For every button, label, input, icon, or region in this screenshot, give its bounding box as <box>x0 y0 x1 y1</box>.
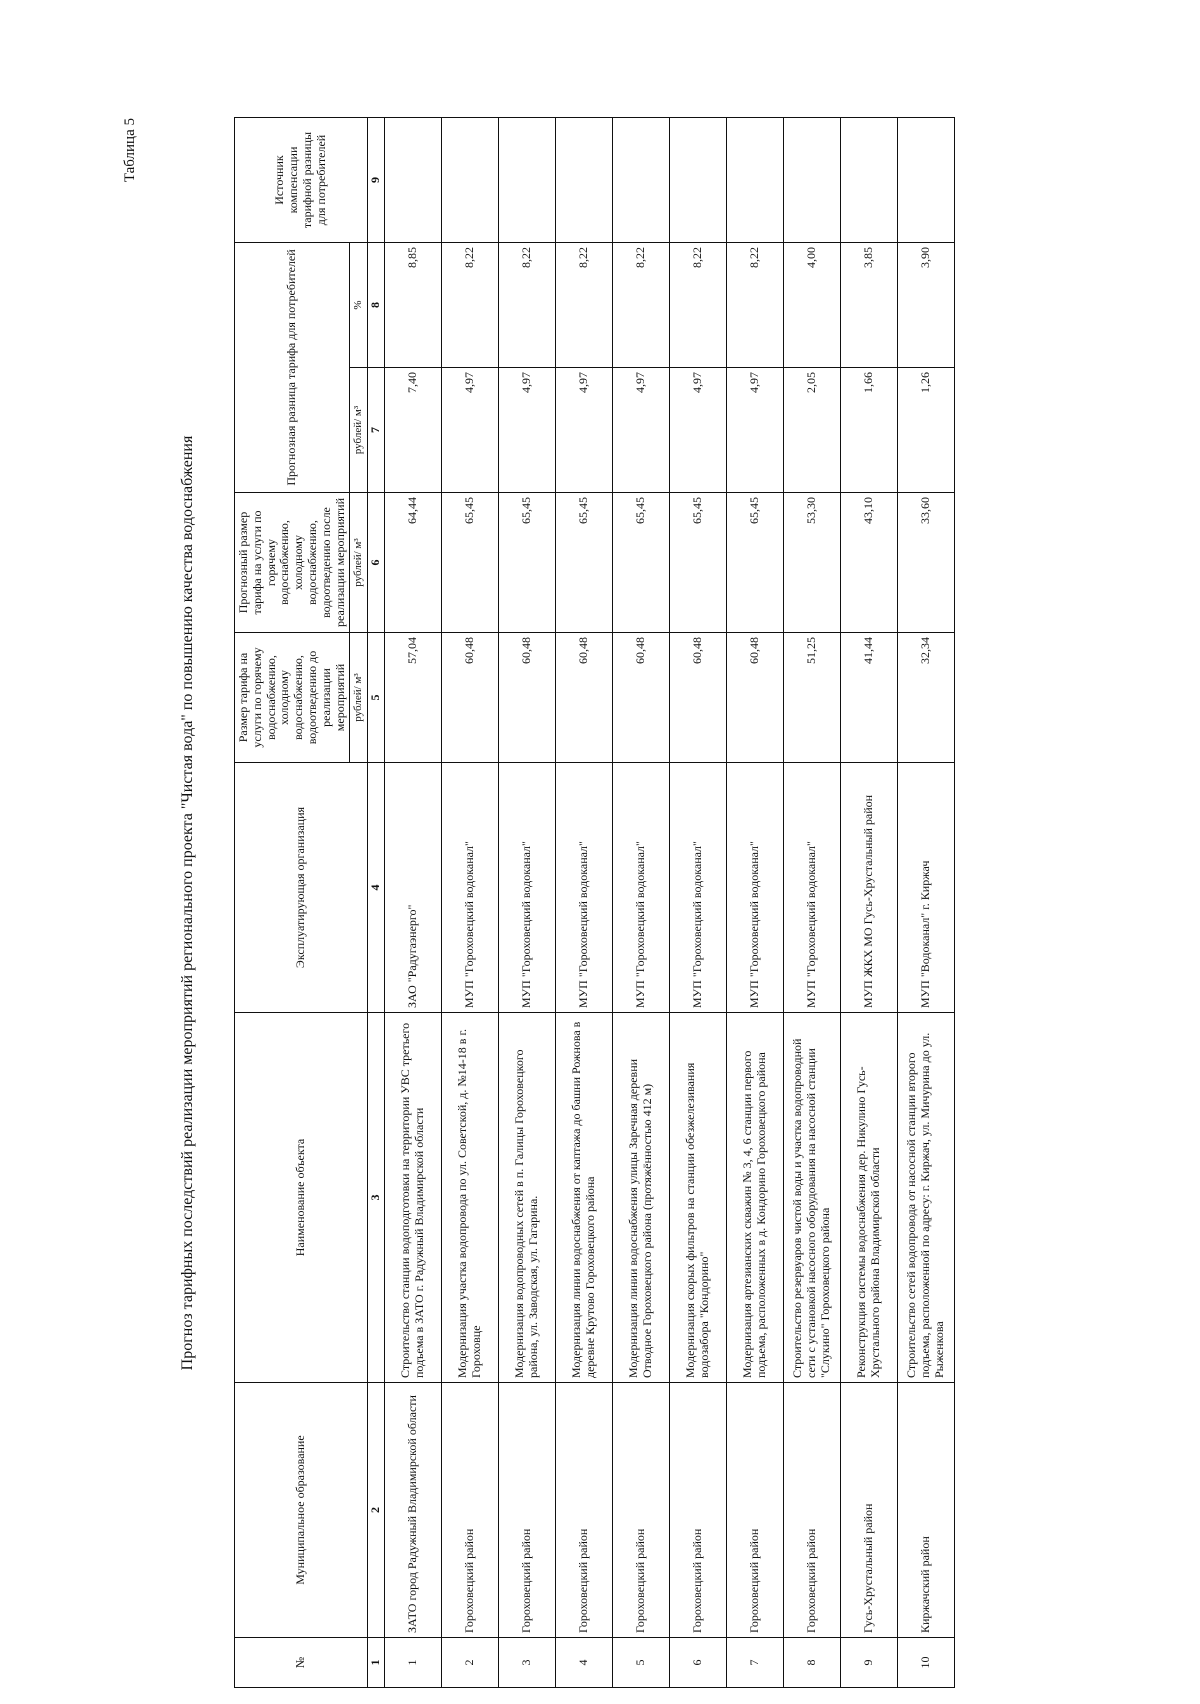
object-name-cell: Модернизация участка водопровода по ул. Советской, д. №14-18 в г. Гороховце <box>441 1013 498 1383</box>
row-number: 1 <box>384 1638 441 1688</box>
tariff-after-cell: 33,60 <box>897 493 954 633</box>
column-number: 6 <box>368 493 385 633</box>
source-cell <box>840 118 897 243</box>
object-name-cell: Строительство станции водоподготовки на территории УВС третьего подъема в ЗАТО г. Радужный Владимирской области <box>384 1013 441 1383</box>
tariff-after-cell: 43,10 <box>840 493 897 633</box>
tariff-table <box>234 117 955 1688</box>
table-row <box>612 118 669 1688</box>
source-cell <box>669 118 726 243</box>
tariff-before-cell: 60,48 <box>612 633 669 763</box>
source-cell <box>441 118 498 243</box>
municipality-cell: Гороховецкий район <box>441 1383 498 1638</box>
table-label: Таблица 5 <box>122 118 138 183</box>
difference-rub-cell: 7,40 <box>384 368 441 493</box>
column-number-row <box>368 118 385 1688</box>
header-tariff-before: Размер тарифа на услуги по горячему водоснабжению, холодному водоснабжению, водоотведению до реализации мероприятий <box>235 633 350 763</box>
column-number: 1 <box>368 1638 385 1688</box>
header-operator: Эксплуатирующая организация <box>235 763 368 1013</box>
tariff-before-cell: 51,25 <box>783 633 840 763</box>
difference-pct-cell: 3,90 <box>897 243 954 368</box>
row-number: 9 <box>840 1638 897 1688</box>
object-name-cell: Модернизация линии водоснабжения от каптажа до башни Рожнова в деревне Крутово Гороховецкого района <box>555 1013 612 1383</box>
object-name-cell: Модернизация линии водоснабжения улицы Заречная деревни Отводное Гороховецкого района (протяжённостью 412 м) <box>612 1013 669 1383</box>
header-tariff-after: Прогнозный размер тарифа на услуги по горячему водоснабжению, холодному водоснабжению, водоотведению после реализации мероприятий <box>235 493 350 633</box>
row-number: 10 <box>897 1638 954 1688</box>
difference-pct-cell: 8,22 <box>498 243 555 368</box>
difference-pct-cell: 8,22 <box>441 243 498 368</box>
difference-pct-cell: 8,22 <box>612 243 669 368</box>
tariff-after-cell: 64,44 <box>384 493 441 633</box>
difference-rub-cell: 2,05 <box>783 368 840 493</box>
source-cell <box>612 118 669 243</box>
difference-rub-cell: 1,26 <box>897 368 954 493</box>
difference-rub-cell: 4,97 <box>555 368 612 493</box>
tariff-after-cell: 65,45 <box>669 493 726 633</box>
source-cell <box>726 118 783 243</box>
municipality-cell: Гороховецкий район <box>726 1383 783 1638</box>
operator-cell: МУП "Водоканал" г. Киржач <box>897 763 954 1013</box>
source-cell <box>384 118 441 243</box>
operator-cell: МУП "Гороховецкий водоканал" <box>783 763 840 1013</box>
operator-cell: МУП "Гороховецкий водоканал" <box>441 763 498 1013</box>
unit-rub: рублей/ м³ <box>350 493 368 633</box>
municipality-cell: ЗАТО город Радужный Владимирской области <box>384 1383 441 1638</box>
tariff-after-cell: 53,30 <box>783 493 840 633</box>
table-row <box>498 118 555 1688</box>
header-object-name: Наименование объекта <box>235 1013 368 1383</box>
operator-cell: МУП ЖКХ МО Гусь-Хрустальный район <box>840 763 897 1013</box>
difference-pct-cell: 8,22 <box>669 243 726 368</box>
difference-pct-cell: 8,22 <box>726 243 783 368</box>
municipality-cell: Гороховецкий район <box>498 1383 555 1638</box>
row-number: 3 <box>498 1638 555 1688</box>
source-cell <box>897 118 954 243</box>
difference-rub-cell: 4,97 <box>612 368 669 493</box>
tariff-after-cell: 65,45 <box>555 493 612 633</box>
difference-rub-cell: 1,66 <box>840 368 897 493</box>
object-name-cell: Строительство сетей водопровода от насосной станции второго подъема, расположенной по адресу: г. Киржач, ул. Мичурина до ул. Рыженкова <box>897 1013 954 1383</box>
table-row <box>897 118 954 1688</box>
column-number: 2 <box>368 1383 385 1638</box>
column-number: 7 <box>368 368 385 493</box>
difference-pct-cell: 4,00 <box>783 243 840 368</box>
object-name-cell: Модернизация водопроводных сетей в п. Галицы Гороховецкого района, ул. Заводская, ул. Гагарина. <box>498 1013 555 1383</box>
tariff-before-cell: 60,48 <box>555 633 612 763</box>
unit-pct: % <box>350 243 368 368</box>
table-body <box>368 118 955 1688</box>
difference-rub-cell: 4,97 <box>498 368 555 493</box>
municipality-cell: Гороховецкий район <box>783 1383 840 1638</box>
object-name-cell: Реконструкция системы водоснабжения дер. Никулино Гусь-Хрустального района Владимирской области <box>840 1013 897 1383</box>
difference-rub-cell: 4,97 <box>726 368 783 493</box>
row-number: 5 <box>612 1638 669 1688</box>
column-number: 4 <box>368 763 385 1013</box>
municipality-cell: Гороховецкий район <box>669 1383 726 1638</box>
municipality-cell: Гороховецкий район <box>612 1383 669 1638</box>
operator-cell: ЗАО "Радугаэнерго" <box>384 763 441 1013</box>
row-number: 6 <box>669 1638 726 1688</box>
header-difference: Прогнозная разница тарифа для потребителей <box>235 243 350 493</box>
column-number: 3 <box>368 1013 385 1383</box>
difference-pct-cell: 3,85 <box>840 243 897 368</box>
object-name-cell: Строительство резервуаров чистой воды и участка водопроводной сети с установкой насосного оборудования на насосной станции "Слукино" Гороховецкого района <box>783 1013 840 1383</box>
difference-pct-cell: 8,22 <box>555 243 612 368</box>
tariff-after-cell: 65,45 <box>612 493 669 633</box>
object-name-cell: Модернизация скорых фильтров на станции обезжелезивания водозабора "Кондорино" <box>669 1013 726 1383</box>
difference-rub-cell: 4,97 <box>441 368 498 493</box>
header-no: № <box>235 1638 368 1688</box>
row-number: 2 <box>441 1638 498 1688</box>
difference-rub-cell: 4,97 <box>669 368 726 493</box>
row-number: 7 <box>726 1638 783 1688</box>
municipality-cell: Гусь-Хрустальный район <box>840 1383 897 1638</box>
table-row <box>441 118 498 1688</box>
header-municipality: Муниципальное образование <box>235 1383 368 1638</box>
table-row <box>555 118 612 1688</box>
source-cell <box>783 118 840 243</box>
operator-cell: МУП "Гороховецкий водоканал" <box>612 763 669 1013</box>
page-title: Прогноз тарифных последствий реализации мероприятий регионального проекта "Чистая вода" по повышению качества водоснабжения <box>179 435 196 1371</box>
table-row <box>783 118 840 1688</box>
column-number: 8 <box>368 243 385 368</box>
table-row <box>840 118 897 1688</box>
column-number: 9 <box>368 118 385 243</box>
tariff-before-cell: 60,48 <box>726 633 783 763</box>
column-number: 5 <box>368 633 385 763</box>
source-cell <box>498 118 555 243</box>
table-row <box>726 118 783 1688</box>
unit-rub: рублей/ м³ <box>350 633 368 763</box>
operator-cell: МУП "Гороховецкий водоканал" <box>555 763 612 1013</box>
object-name-cell: Модернизация артезианских скважин № 3, 4, 6 станции первого подъема, расположенных в д. Кондорино Гороховецкого района <box>726 1013 783 1383</box>
table-row <box>669 118 726 1688</box>
difference-pct-cell: 8,85 <box>384 243 441 368</box>
operator-cell: МУП "Гороховецкий водоканал" <box>498 763 555 1013</box>
row-number: 8 <box>783 1638 840 1688</box>
unit-rub: рублей/ м³ <box>350 368 368 493</box>
tariff-before-cell: 57,04 <box>384 633 441 763</box>
tariff-after-cell: 65,45 <box>498 493 555 633</box>
rotated-page <box>122 118 1104 1688</box>
operator-cell: МУП "Гороховецкий водоканал" <box>669 763 726 1013</box>
source-cell <box>555 118 612 243</box>
table-row <box>384 118 441 1688</box>
tariff-before-cell: 60,48 <box>498 633 555 763</box>
tariff-after-cell: 65,45 <box>441 493 498 633</box>
row-number: 4 <box>555 1638 612 1688</box>
tariff-before-cell: 41,44 <box>840 633 897 763</box>
tariff-before-cell: 60,48 <box>669 633 726 763</box>
header-source: Источник компенсации тарифной разницы для потребителей <box>235 118 368 243</box>
municipality-cell: Гороховецкий район <box>555 1383 612 1638</box>
tariff-after-cell: 65,45 <box>726 493 783 633</box>
operator-cell: МУП "Гороховецкий водоканал" <box>726 763 783 1013</box>
tariff-before-cell: 60,48 <box>441 633 498 763</box>
tariff-before-cell: 32,34 <box>897 633 954 763</box>
municipality-cell: Киржачский район <box>897 1383 954 1638</box>
